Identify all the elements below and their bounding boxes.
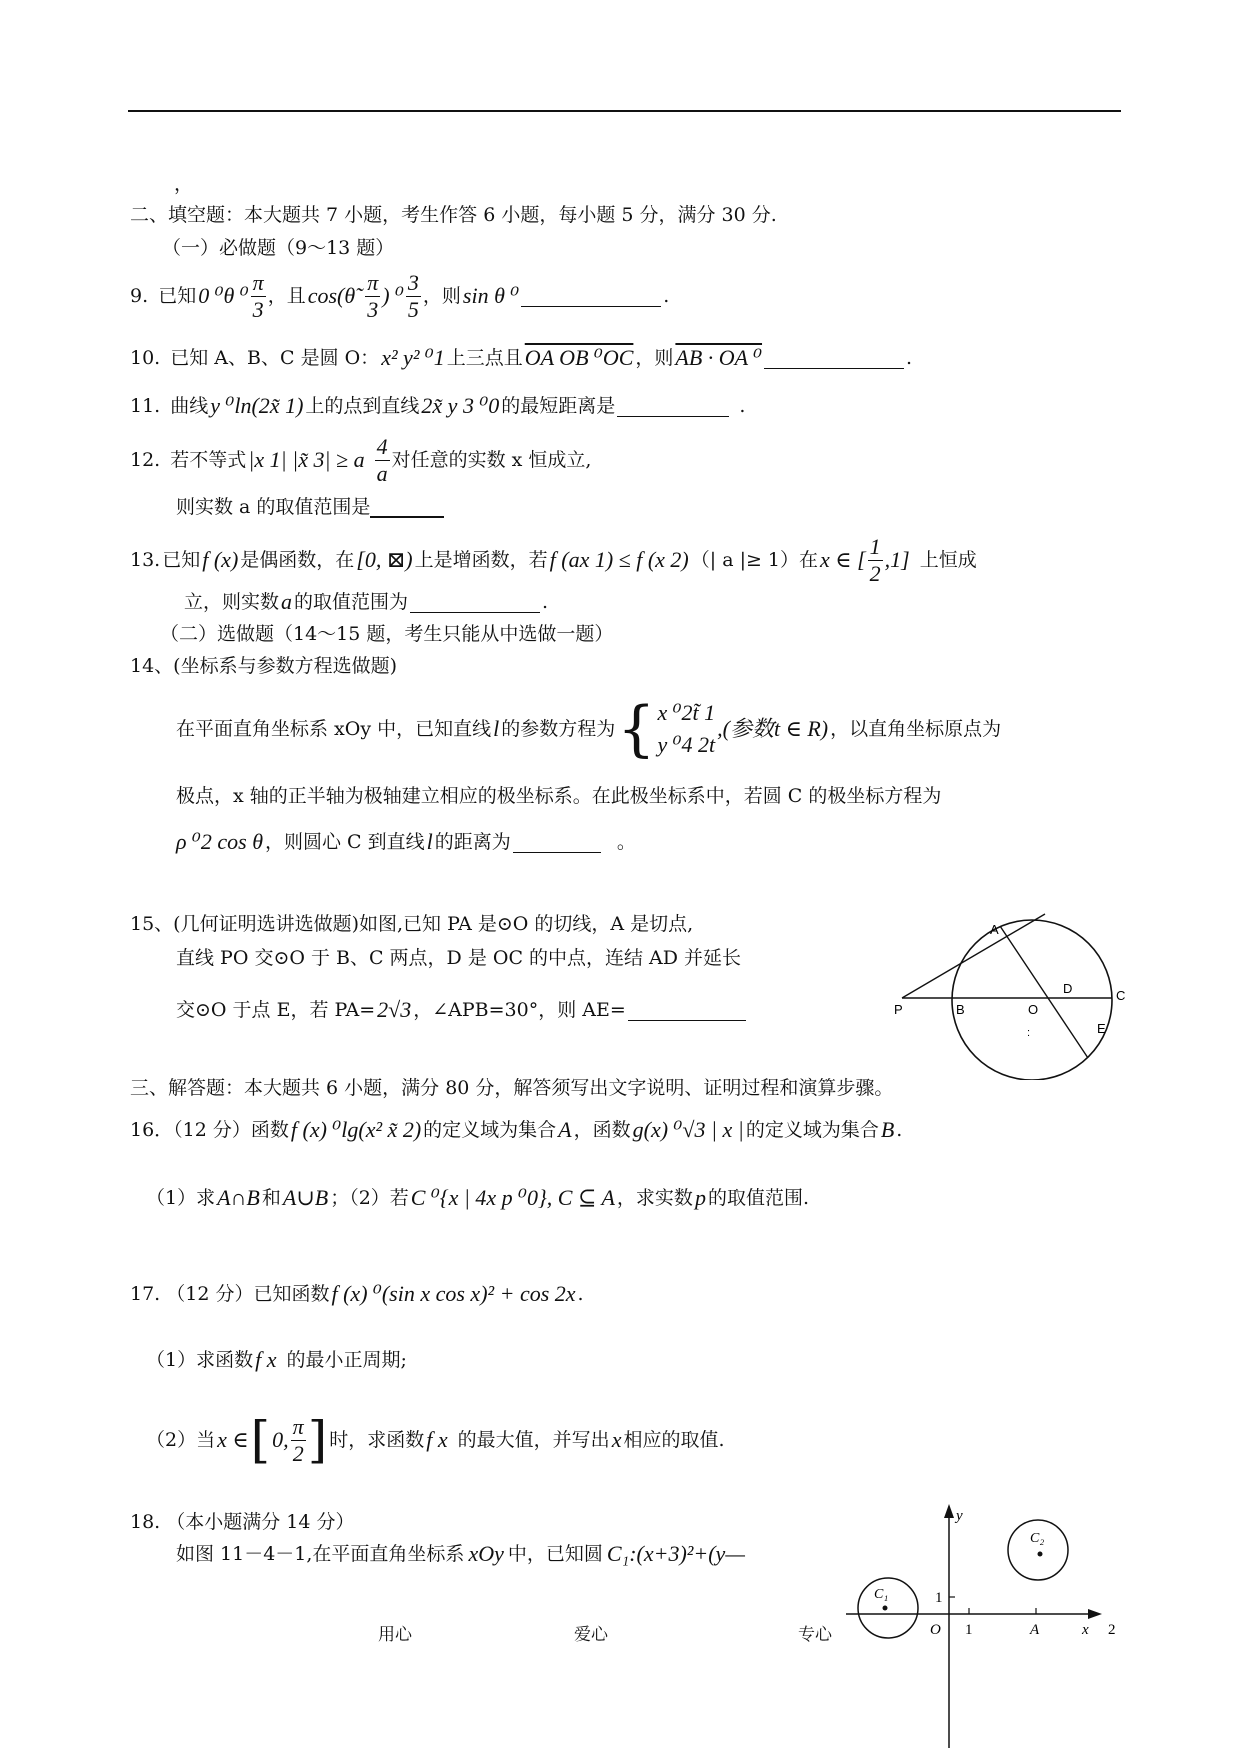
circle-tangent-figure — [890, 900, 1130, 1080]
y-axis-arrow — [944, 1504, 954, 1518]
section2-title: 二、填空题：本大题共 7 小题，考生作答 6 小题，每小题 5 分，满分 30 分. — [130, 204, 777, 226]
question-14-line1: 在平面直角坐标系 xOy 中，已知直线 l 的参数方程为 { x ⁰2t̃ 1 y ⁰4 2t ,(参数t ∈ R) ，以直角坐标原点为 — [176, 694, 1002, 764]
footer-mid: 爱心 — [574, 1625, 608, 1645]
label-y-one: 1 — [935, 1590, 943, 1606]
question-10: 10. 已知 A、B、C 是圆 O： x² y² ⁰1 上三点且 OA OB ⁰OC ，则 AB · OA ⁰ . — [130, 345, 913, 370]
question-15-line3: 交⊙O 于点 E，若 PA= 2√3 ，∠APB=30°，则 AE= — [176, 998, 746, 1022]
label-c2: C₂ — [1030, 1531, 1045, 1546]
question-15-line1: 15、(几何证明选讲选做题)如图,已知 PA 是⊙O 的切线，A 是切点, — [130, 913, 694, 935]
right-bracket: ] — [307, 1411, 328, 1469]
question-18-line2: 如图 11－4－1,在平面直角坐标系 xOy 中，已知圆 C₁:(x+3)²+(y— — [176, 1541, 745, 1566]
question-17-line3: （2）当 x ∈ [ 0, $\frac{\pi}{2}$ ] 时，求函数 f x 的最大值，并写出 x 相应的取值. — [146, 1411, 725, 1469]
fraction: $\frac{4}{a}$ — [376, 433, 388, 486]
line-ae — [1000, 926, 1088, 1058]
section3-title: 三、解答题：本大题共 6 小题，满分 80 分，解答须写出文字说明、证明过程和演算步骤。 — [130, 1077, 894, 1099]
question-11: 11. 曲线 y ⁰ln(2x̃ 1) 上的点到直线 2x̃ y 3 ⁰0 的最短距离是 . — [130, 393, 746, 418]
footer-right: 专心 — [798, 1625, 832, 1645]
equation-system: x ⁰2t̃ 1 y ⁰4 2t — [657, 700, 716, 757]
question-12-line2: 则实数 a 的取值范围是 — [176, 495, 444, 519]
answer-blank[interactable] — [513, 832, 601, 853]
sub2-title: （二）选做题（14～15 题，考生只能从中选做一题） — [160, 623, 614, 645]
label-origin: O — [930, 1622, 941, 1638]
label-c1: C₁ — [874, 1587, 889, 1602]
label-a: A — [1030, 1622, 1040, 1638]
label-two: 2 — [1108, 1622, 1116, 1638]
circle-o — [952, 920, 1112, 1080]
question-14-title: 14、(坐标系与参数方程选做题) — [130, 655, 398, 677]
brace-symbol: { — [617, 694, 656, 764]
answer-blank[interactable] — [764, 348, 904, 369]
label-a: A — [990, 922, 999, 937]
fraction: $\frac{1}{2}$ — [869, 533, 881, 586]
answer-blank[interactable] — [410, 592, 540, 613]
question-15-line2: 直线 PO 交⊙O 于 B、C 两点，D 是 OC 的中点，连结 AD 并延长 — [176, 947, 742, 969]
label-e: E — [1097, 1021, 1106, 1036]
label-d: D — [1063, 981, 1073, 996]
left-bracket: [ — [250, 1411, 271, 1469]
question-13-line2: 立，则实数 a 的取值范围为 . — [184, 589, 549, 614]
fraction: $\frac{\pi}{3}$ — [252, 269, 264, 322]
question-18-line1: 18. （本小题满分 14 分） — [130, 1511, 355, 1533]
fraction: $\frac{\pi}{2}$ — [292, 1413, 304, 1466]
label-o: O — [1028, 1002, 1039, 1017]
question-17-line1: 17. （12 分）已知函数 f (x) ⁰(sin x cos x)² + cos 2x . — [130, 1281, 584, 1306]
center-c2 — [1038, 1552, 1043, 1557]
label-x: x — [1082, 1622, 1089, 1638]
coordinate-graph — [836, 1500, 1136, 1750]
question-17-line2: （1）求函数 f x 的最小正周期; — [146, 1347, 407, 1372]
answer-blank[interactable] — [628, 1000, 746, 1021]
fraction: $\frac{3}{5}$ — [407, 269, 419, 322]
x-axis-arrow — [1088, 1609, 1102, 1619]
question-16-line2: （1）求 A∩B 和 A∪B ；（2）若 C ⁰{x | 4x p ⁰0}, C ⊆ A ，求实数 p 的取值范围. — [146, 1185, 809, 1210]
center-c1 — [883, 1606, 888, 1611]
fraction: $\frac{\pi}{3}$ — [367, 269, 379, 322]
question-12: 12. 若不等式 |x 1| |x̃ 3| ≥ a $\frac{4}{a}$ 对任意的实数 x 恒成立, — [130, 433, 592, 486]
label-x-one: 1 — [965, 1622, 973, 1638]
question-13: 13. 已知 f (x) 是偶函数，在 [0, ⊠) 上是增函数，若 f (ax 1) ≤ f (x 2) （| a |≥ 1）在 x ∈ [ $\frac{1}{2}$ ,1] 上恒成 — [130, 533, 977, 586]
sub1-title: （一）必做题（9～13 题） — [162, 237, 395, 259]
footer-left: 用心 — [378, 1625, 412, 1645]
answer-blank[interactable] — [521, 286, 661, 307]
question-14-line3: ρ ⁰2 cos θ ，则圆心 C 到直线 l 的距离为 。 — [176, 829, 636, 854]
label-c: C — [1116, 988, 1126, 1003]
label-p: P — [894, 1002, 903, 1017]
tangent-pa — [902, 914, 1045, 998]
dot-mark: : — [1027, 1027, 1031, 1039]
question-14-line2: 极点，x 轴的正半轴为极轴建立相应的极坐标系。在此极坐标系中，若圆 C 的极坐标方程为 — [176, 785, 942, 807]
answer-blank[interactable] — [370, 496, 444, 518]
stray-mark: ， — [174, 173, 194, 195]
label-y: y — [956, 1508, 963, 1524]
answer-blank[interactable] — [617, 396, 729, 417]
question-16-line1: 16．（12 分）函数 f (x) ⁰lg(x² x̃ 2) 的定义域为集合 A ，函数 g(x) ⁰√3 | x | 的定义域为集合 B . — [130, 1117, 903, 1142]
question-9: 9. 已知 0 ⁰θ ⁰ $\frac{\pi}{3}$ ，且 cos(θ̃ $\frac{\pi}{3}$ ) ⁰ $\frac{3}{5}$ ，则 sin θ ⁰ . — [130, 269, 670, 322]
label-b: B — [956, 1002, 965, 1017]
header-rule — [128, 110, 1121, 112]
circle-c2 — [1008, 1520, 1068, 1580]
